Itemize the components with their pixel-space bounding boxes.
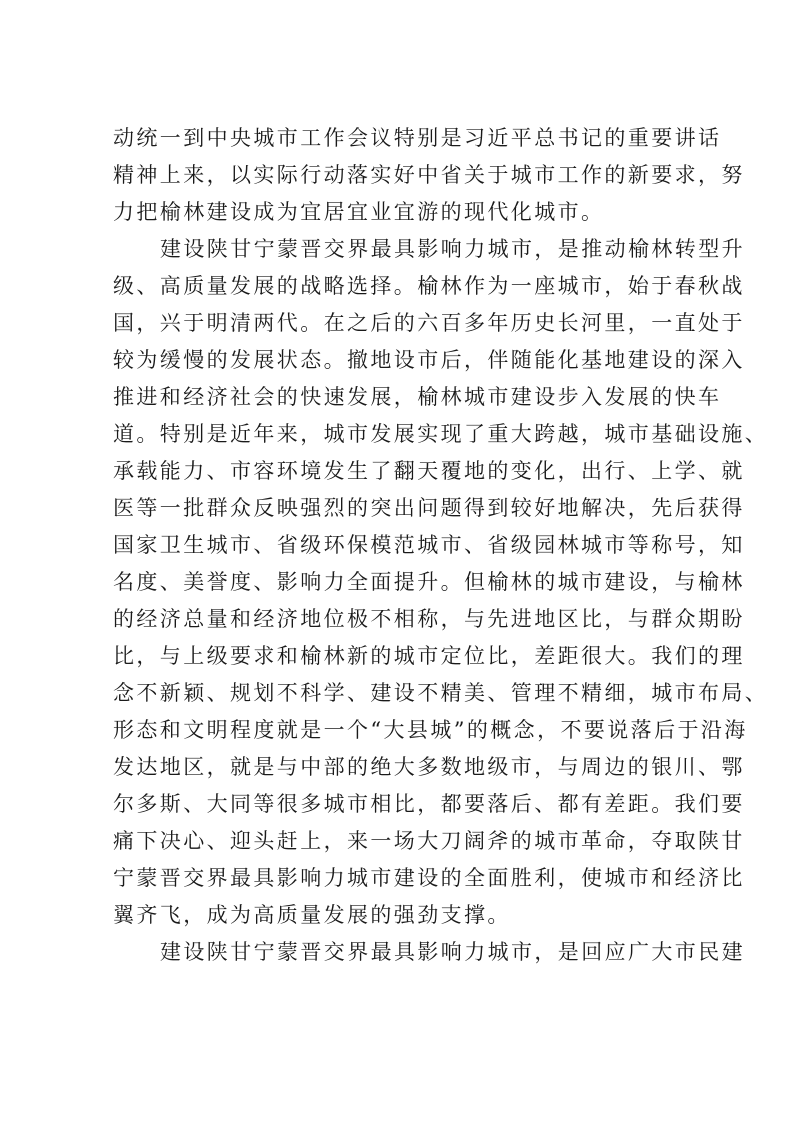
text-line: 较为缓慢的发展状态。撤地设市后，伴随能化基地建设的深入 bbox=[113, 348, 745, 372]
document-page bbox=[113, 120, 769, 971]
text-line: 动统一到中央城市工作会议特别是习近平总书记的重要讲话 bbox=[113, 126, 722, 150]
paragraph-start-line: 建设陕甘宁蒙晋交界最具影响力城市，是推动榆林转型升 bbox=[160, 237, 745, 261]
text-line: 道。特别是近年来，城市发展实现了重大跨越，城市基础设施、 bbox=[113, 422, 769, 446]
text-line: 的经济总量和经济地位极不相称，与先进地区比，与群众期盼 bbox=[113, 607, 745, 631]
text-line: 发达地区，就是与中部的绝大多数地级市，与周边的银川、鄂 bbox=[113, 755, 745, 779]
text-line: 承载能力、市容环境发生了翻天覆地的变化，出行、上学、就 bbox=[113, 459, 745, 483]
text-line: 推进和经济社会的快速发展，榆林城市建设步入发展的快车 bbox=[113, 385, 722, 409]
text-line: 力把榆林建设成为宜居宜业宜游的现代化城市。 bbox=[113, 200, 605, 224]
text-line: 形态和文明程度就是一个“大县城”的概念，不要说落后于沿海 bbox=[113, 718, 748, 742]
text-line: 比，与上级要求和榆林新的城市定位比，差距很大。我们的理 bbox=[113, 644, 745, 668]
paragraph-start-line: 建设陕甘宁蒙晋交界最具影响力城市，是回应广大市民建 bbox=[160, 940, 745, 964]
text-line: 国，兴于明清两代。在之后的六百多年历史长河里，一直处于 bbox=[113, 311, 745, 335]
text-line: 尔多斯、大同等很多城市相比，都要落后、都有差距。我们要 bbox=[113, 792, 745, 816]
text-line: 精神上来，以实际行动落实好中省关于城市工作的新要求，努 bbox=[113, 163, 745, 187]
text-line: 翼齐飞，成为高质量发展的强劲支撑。 bbox=[113, 903, 511, 927]
text-line: 级、高质量发展的战略选择。榆林作为一座城市，始于春秋战 bbox=[113, 274, 745, 298]
text-line: 念不新颖、规划不科学、建设不精美、管理不精细，城市布局、 bbox=[113, 681, 769, 705]
text-line: 国家卫生城市、省级环保模范城市、省级园林城市等称号，知 bbox=[113, 533, 745, 557]
text-line: 宁蒙晋交界最具影响力城市建设的全面胜利，使城市和经济比 bbox=[113, 866, 745, 890]
text-line: 痛下决心、迎头赶上，来一场大刀阔斧的城市革命，夺取陕甘 bbox=[113, 829, 745, 853]
text-line: 医等一批群众反映强烈的突出问题得到较好地解决，先后获得 bbox=[113, 496, 745, 520]
text-line: 名度、美誉度、影响力全面提升。但榆林的城市建设，与榆林 bbox=[113, 570, 745, 594]
